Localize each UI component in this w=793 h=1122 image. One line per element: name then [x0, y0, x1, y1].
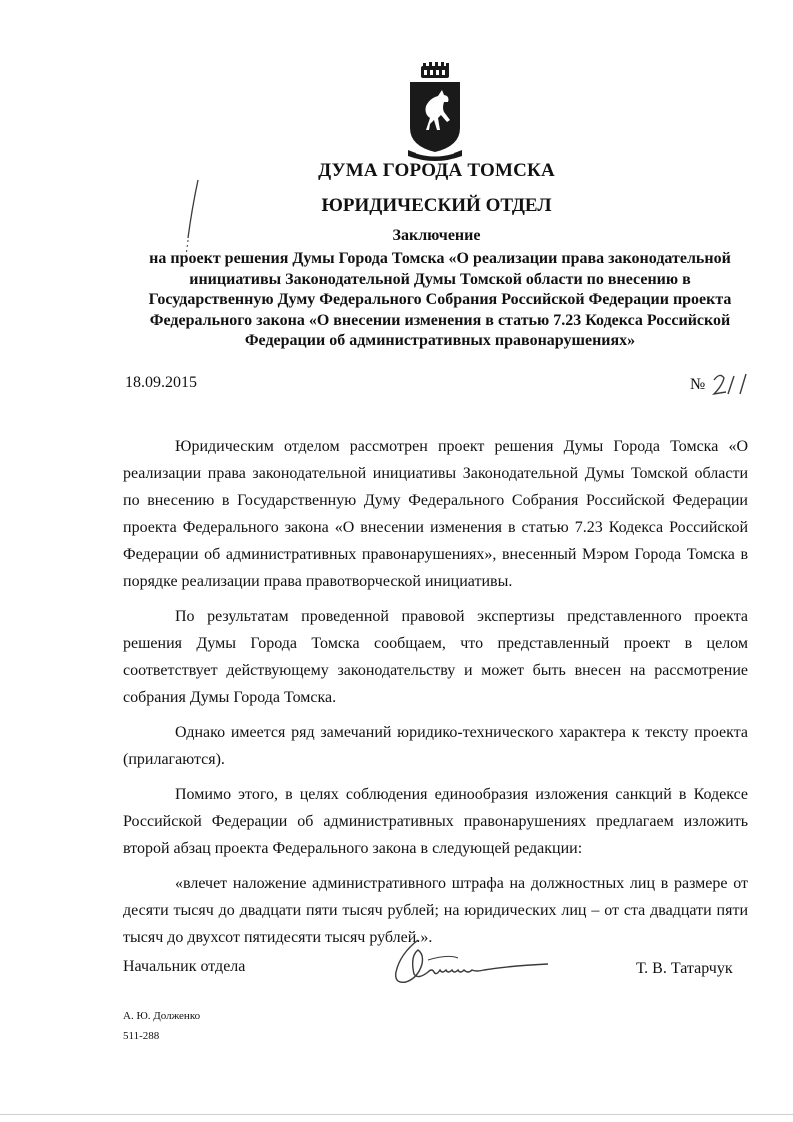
signatory-name: Т. В. Татарчук	[636, 960, 733, 977]
number-label: №	[690, 376, 706, 393]
department-title: ЮРИДИЧЕСКИЙ ОТДЕЛ	[321, 195, 552, 216]
number-value: 211	[710, 368, 712, 369]
signatory-title: Начальник отдела	[123, 958, 246, 975]
executor-phone: 511-288	[123, 1030, 160, 1042]
document-date: 18.09.2015	[125, 374, 197, 391]
paragraph: Юридическим отделом рассмотрен проект решения Думы Города Томска «О реализации права законодательной инициативы Законодательной Думы Томской области по внесению в Государственную Думу Федерального Собрания Российской Федерации проекта Федерального закона «О внесении изменения в статью 7.23 Кодекса Российской Федерации об административных правонарушениях», внесенный Мэром Города Томска в порядке реализации права правотворческой инициативы.	[123, 438, 748, 590]
handwritten-number	[710, 368, 758, 398]
document-type: Заключение	[392, 227, 481, 244]
executor-info	[123, 1006, 200, 1046]
paragraph: Помимо этого, в целях соблюдения единообразия изложения санкций в Кодексе Российской Федерации об административных правонарушениях предлагаем изложить второй абзац проекта Федерального закона в следующей редакции:	[123, 786, 748, 857]
coat-of-arms-icon	[404, 62, 466, 162]
document-subject: на проект решения Думы Города Томска «О реализации права законодательной инициативы Законодательной Думы Томской области по внесению в Государственную Думу Федерального Собрания Российской Федерации проекта Федерального закона «О внесении изменения в статью 7.23 Кодекса Российской Федерации об административных правонарушениях»	[148, 250, 732, 349]
scan-edge-line	[0, 1114, 793, 1115]
handwritten-signature	[388, 934, 558, 992]
executor-name: А. Ю. Долженко	[123, 1010, 201, 1022]
body-text	[123, 433, 748, 959]
organization-title: ДУМА ГОРОДА ТОМСКА	[318, 160, 555, 181]
paragraph: По результатам проведенной правовой экспертизы представленного проекта решения Думы Города Томска сообщаем, что представленный проект в целом соответствует действующему законодательству и может быть внесен на рассмотрение собрания Думы Города Томска.	[123, 608, 748, 706]
paragraph: «влечет наложение административного штрафа на должностных лиц в размере от десяти тысяч до двадцати пяти тысяч рублей; на юридических лиц – от ста двадцати пяти тысяч до двухсот пятидесяти тысяч рублей.».	[123, 875, 748, 946]
paragraph: Однако имеется ряд замечаний юридико-технического характера к тексту проекта (прилагаются).	[123, 724, 748, 768]
handwritten-margin-mark	[178, 178, 204, 258]
